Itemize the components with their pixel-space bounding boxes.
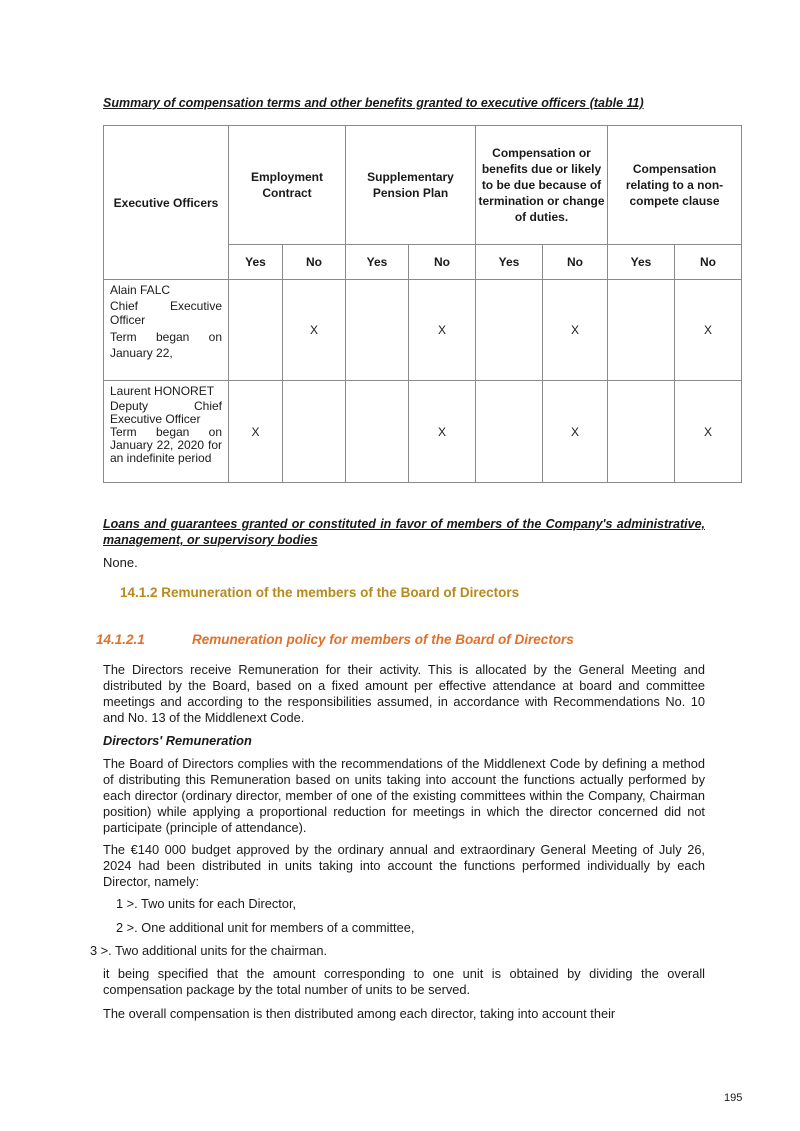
header-noncompete-compensation: Compensation relating to a non-compete clause [608, 126, 742, 245]
mark-cell [283, 381, 346, 483]
paragraph-distribution-method: The Board of Directors complies with the recommendations of the Middlenext Code by defining a method of distributing this Remuneration based on units taking into account the functions actually performed by each director (ordinary director, member of one of the existing committees within the Company, Chairman position) while applying a proportional reduction for meetings in which the director concerned did not participate (principle of attendance). [103, 756, 705, 835]
paragraph-unit-definition: it being specified that the amount corresponding to one unit is obtained by dividing the overall compensation package by the total number of units to be served. [103, 966, 705, 997]
loans-heading: Loans and guarantees granted or constituted in favor of members of the Company's administrative, management, or supervisory bodies [103, 517, 705, 547]
loans-none-text: None. [103, 555, 138, 570]
mark-cell: X [675, 280, 742, 381]
list-item: 3 >. Two additional units for the chairman. [90, 943, 327, 958]
mark-cell [608, 280, 675, 381]
table-row [104, 381, 742, 483]
officer-term: Term began on January 22, 2020 for an indefinite period [110, 425, 222, 465]
noncompete-no-label: No [675, 245, 742, 280]
noncompete-yes-label: Yes [608, 245, 675, 280]
officer-role: Deputy Chief Executive Officer [110, 399, 222, 426]
paragraph-budget: The €140 000 budget approved by the ordinary annual and extraordinary General Meeting of July 26, 2024 had been distributed in units taking into account the functions performed individually by each Director, namely: [103, 842, 705, 889]
compensation-table [103, 125, 742, 483]
paragraph-directors-remuneration-intro: The Directors receive Remuneration for their activity. This is allocated by the General Meeting and distributed by the Board, based on a fixed amount per effective attendance at board and committee meetings and according to the responsibilities assumed, in accordance with Recommendations No. 10 and No. 13 of the Middlenext Code. [103, 662, 705, 725]
officer-name: Alain FALC [110, 283, 171, 297]
header-termination-compensation: Compensation or benefits due or likely to be due because of termination or change of duties. [476, 126, 608, 245]
mark-cell [346, 280, 409, 381]
mark-cell [476, 381, 543, 483]
mark-cell [229, 280, 283, 381]
officer-cell [104, 381, 229, 483]
officer-name: Laurent HONORET [110, 384, 215, 398]
list-item: 1 >. Two units for each Director, [116, 896, 297, 911]
employment-no-label: No [283, 245, 346, 280]
officer-role: Chief Executive Officer [110, 299, 222, 327]
mark-cell: X [543, 381, 608, 483]
termination-no-label: No [543, 245, 608, 280]
table-row [104, 280, 742, 381]
mark-cell [346, 381, 409, 483]
header-employment-contract: Employment Contract [229, 126, 346, 245]
section-heading-14-1-2: 14.1.2 Remuneration of the members of the Board of Directors [120, 585, 520, 600]
employment-yes-label: Yes [229, 245, 283, 280]
page-number: 195 [724, 1092, 743, 1104]
mark-cell: X [543, 280, 608, 381]
paragraph-overall-compensation: The overall compensation is then distributed among each director, taking into account their [103, 1006, 616, 1021]
list-item: 2 >. One additional unit for members of a committee, [116, 920, 415, 935]
directors-remuneration-heading: Directors' Remuneration [103, 733, 252, 748]
header-executive-officers: Executive Officers [104, 126, 229, 280]
termination-yes-label: Yes [476, 245, 543, 280]
pension-yes-label: Yes [346, 245, 409, 280]
officer-term: Term began on January 22, [110, 330, 222, 360]
pension-no-label: No [409, 245, 476, 280]
table-caption: Summary of compensation terms and other benefits granted to executive officers (table 11) [103, 96, 644, 110]
mark-cell [608, 381, 675, 483]
section-title: Remuneration policy for members of the Board of Directors [192, 632, 574, 647]
mark-cell: X [409, 381, 476, 483]
mark-cell: X [675, 381, 742, 483]
mark-cell: X [283, 280, 346, 381]
section-number: 14.1.2.1 [96, 632, 145, 647]
mark-cell [476, 280, 543, 381]
mark-cell: X [409, 280, 476, 381]
header-supplementary-pension: Supplementary Pension Plan [346, 126, 476, 245]
officer-cell [104, 280, 229, 381]
section-heading-14-1-2-1 [96, 632, 574, 647]
mark-cell: X [229, 381, 283, 483]
